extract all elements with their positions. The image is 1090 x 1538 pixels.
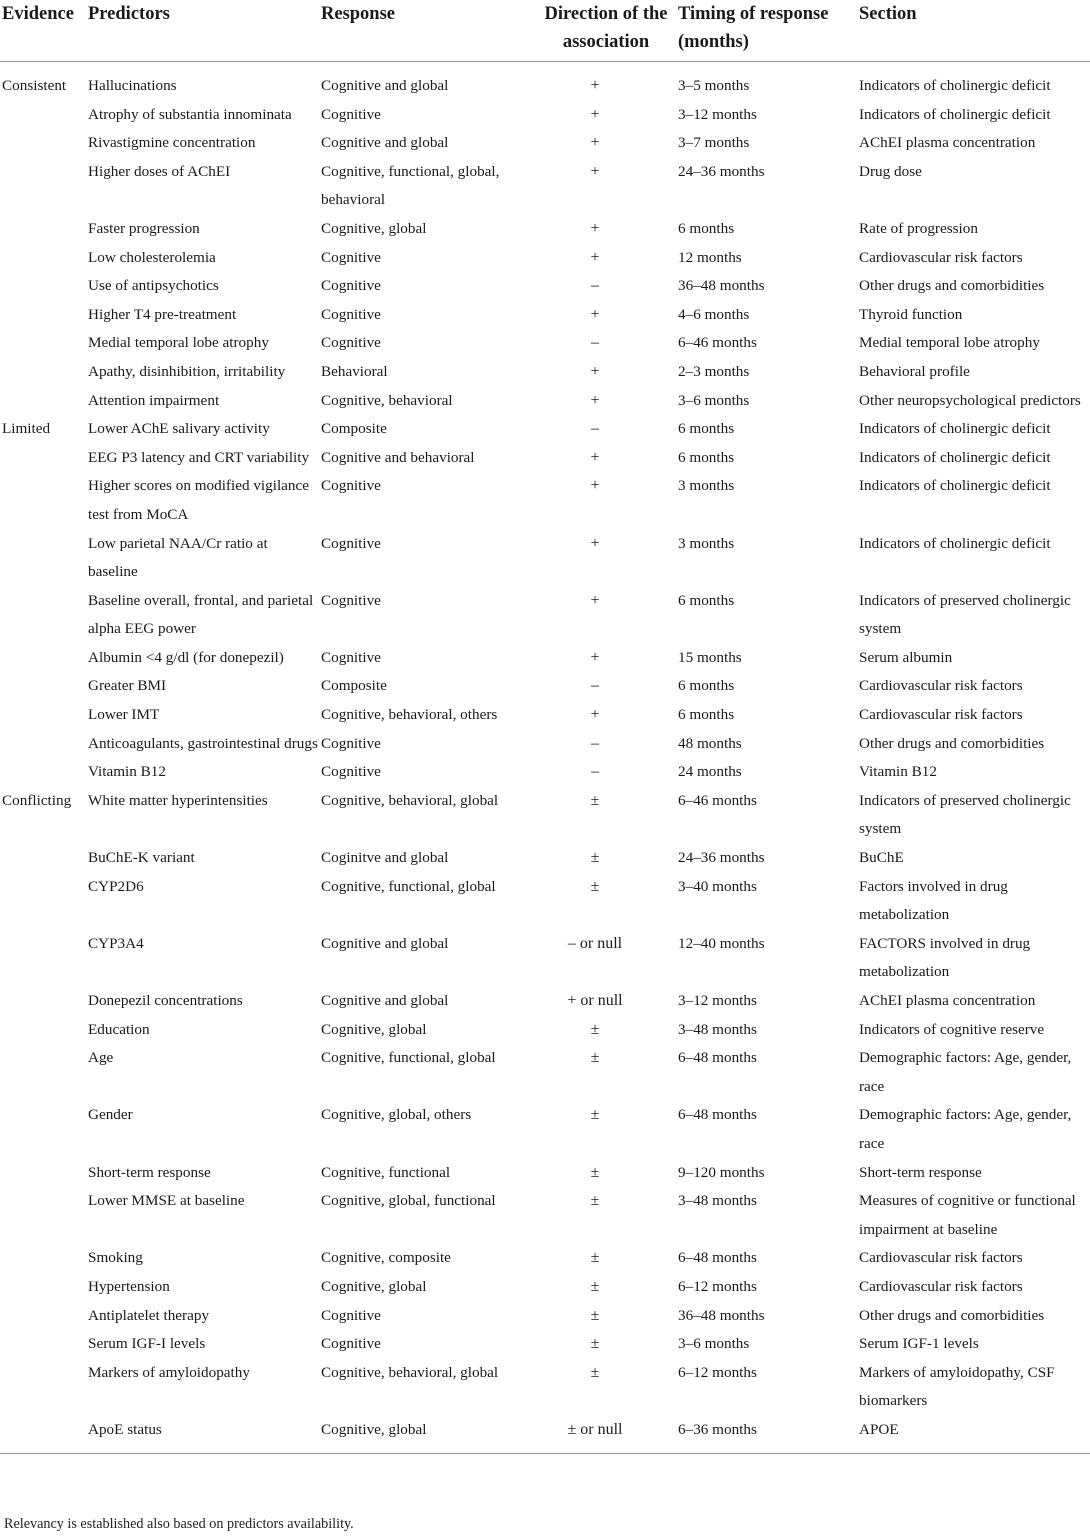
timing-cell: 12 months (678, 248, 742, 266)
response-cell: Cognitive (321, 248, 381, 266)
section-cell: Cardiovascular risk factors (859, 1277, 1023, 1295)
predictor-cell: Faster progression (88, 219, 200, 237)
evidence-cell (0, 672, 86, 701)
timing-cell: 48 months (678, 734, 742, 752)
timing-cell: 6–48 months (678, 1106, 757, 1124)
evidence-cell (0, 930, 86, 987)
evidence-cell: Consistent (2, 77, 67, 94)
response-cell: Cognitive (321, 1306, 381, 1324)
section-cell: Medial temporal lobe atrophy (859, 334, 1040, 352)
predictor-cell: Vitamin B12 (88, 763, 166, 781)
direction-cell: – or null (567, 934, 623, 952)
direction-cell: – (591, 334, 599, 352)
evidence-cell (0, 1187, 86, 1244)
section-cell: Cardiovascular risk factors (859, 706, 1023, 724)
timing-cell: 6 months (678, 677, 735, 695)
timing-cell: 6 months (678, 591, 735, 609)
section-cell: AChEI plasma concentration (859, 992, 1036, 1009)
predictor-cell: Donepezil concentrations (88, 992, 243, 1009)
direction-cell: + (590, 362, 600, 380)
response-cell: Cognitive and global (321, 134, 449, 152)
table-row (0, 244, 1090, 273)
response-cell: Cognitive (321, 105, 381, 123)
section-cell: Vitamin B12 (859, 763, 937, 781)
table-row (0, 758, 1090, 787)
section-cell: Indicators of cholinergic deficit (859, 420, 1051, 438)
direction-cell: ± (590, 791, 600, 809)
direction-cell: ± (590, 1306, 600, 1324)
header-section: Section (857, 0, 1090, 62)
predictor-cell: Education (88, 1020, 150, 1038)
evidence-cell (0, 1044, 86, 1101)
section-cell: Thyroid function (859, 305, 963, 323)
response-cell: Cognitive, behavioral, global (321, 791, 499, 809)
predictor-cell: Rivastigmine concentration (88, 134, 256, 152)
evidence-cell (0, 158, 86, 215)
predictor-cell: Greater BMI (88, 677, 167, 695)
table-body (0, 62, 1090, 1454)
evidence-cell (0, 1016, 86, 1045)
evidence-cell (0, 1244, 86, 1273)
table-row (0, 329, 1090, 358)
direction-cell: + or null (567, 992, 623, 1009)
section-cell: Indicators of cholinergic deficit (859, 105, 1051, 123)
predictor-cell: Low parietal NAA/Cr ratio at baseline (88, 534, 268, 581)
response-cell: Cognitive and global (321, 934, 449, 952)
timing-cell: 3–7 months (678, 134, 750, 152)
direction-cell: ± (590, 849, 600, 867)
header-predictors: Predictors (86, 0, 319, 62)
direction-cell: + (590, 305, 600, 323)
section-cell: Indicators of preserved cholinergic system (859, 591, 1071, 638)
predictor-cell: Higher scores on modified vigilance test from MoCA (88, 477, 309, 523)
table-row (0, 701, 1090, 730)
predictor-cell: ApoE status (86, 1416, 319, 1453)
response-cell: Cognitive (321, 734, 381, 752)
timing-cell: 2–3 months (678, 362, 750, 380)
evidence-cell (0, 1302, 86, 1331)
response-cell: Cognitive, behavioral (321, 391, 453, 409)
table-row (0, 587, 1090, 644)
table-row (0, 101, 1090, 130)
table-row (0, 987, 1090, 1016)
response-cell: Composite (321, 420, 387, 438)
direction-cell: + (590, 219, 600, 237)
predictor-cell: Hypertension (88, 1277, 170, 1295)
section-cell: Serum albumin (859, 648, 953, 666)
table-row (0, 873, 1090, 930)
timing-cell: 6 months (678, 706, 735, 724)
predictor-cell: Apathy, disinhibition, irritability (88, 362, 286, 380)
response-cell: Cognitive, functional, global (321, 877, 496, 895)
evidence-cell (0, 129, 86, 158)
response-cell: Cognitive, global (321, 1020, 427, 1038)
section-cell: Serum IGF-1 levels (859, 1335, 979, 1353)
section-cell: Other neuropsychological predictors (859, 391, 1081, 409)
section-cell: Indicators of cholinergic deficit (859, 534, 1051, 552)
table-row (0, 301, 1090, 330)
predictor-cell: Age (88, 1049, 114, 1067)
section-cell: Other drugs and comorbidities (859, 734, 1045, 752)
table-row (0, 272, 1090, 301)
table-row (0, 1101, 1090, 1158)
response-cell: Cognitive, composite (321, 1249, 451, 1267)
response-cell: Cognitive (321, 763, 381, 781)
evidence-cell (0, 1330, 86, 1359)
evidence-cell (0, 987, 86, 1016)
section-cell: Cardiovascular risk factors (859, 1249, 1023, 1267)
predictor-cell: BuChE-K variant (88, 849, 195, 867)
direction-cell: + (590, 477, 600, 495)
evidence-cell: Conflicting (2, 791, 72, 809)
table-row (0, 730, 1090, 759)
timing-cell: 3–48 months (678, 1192, 757, 1210)
section-cell: Demographic factors: Age, gender, race (859, 1049, 1072, 1095)
response-cell: Cognitive, behavioral, global (321, 1363, 499, 1381)
direction-cell: + (590, 162, 600, 180)
header-response: Response (319, 0, 536, 62)
response-cell: Cognitive (321, 648, 381, 666)
response-cell: Cognitive, functional, global, behavioral (321, 162, 500, 209)
table-row (0, 1330, 1090, 1359)
header-direction: Direction of the association (536, 0, 676, 62)
response-cell: Cognitive (321, 277, 381, 295)
timing-cell: 12–40 months (678, 934, 765, 952)
section-cell: Indicators of cholinergic deficit (859, 448, 1051, 466)
response-cell: Cognitive (321, 1335, 381, 1353)
direction-cell: + (590, 648, 600, 666)
section-cell: Indicators of cognitive reserve (859, 1020, 1045, 1038)
timing-cell: 15 months (678, 648, 742, 666)
table-row (0, 387, 1090, 416)
table-row (0, 358, 1090, 387)
direction-cell: + (590, 248, 600, 266)
response-cell: Composite (321, 677, 387, 695)
timing-cell: 3–5 months (678, 77, 750, 94)
direction-cell: ± (590, 1163, 600, 1181)
predictor-cell: Antiplatelet therapy (88, 1306, 210, 1324)
predictor-cell: Higher doses of AChEI (88, 162, 231, 180)
section-cell: Factors involved in drug metabolization (859, 877, 1008, 924)
evidence-cell (0, 1101, 86, 1158)
response-cell: Cognitive, global (319, 1416, 536, 1453)
predictor-cell: CYP3A4 (88, 934, 144, 952)
direction-cell: ± (590, 1335, 600, 1353)
predictor-cell: Baseline overall, frontal, and parietal alpha EEG power (88, 591, 314, 638)
predictor-cell: Gender (88, 1106, 133, 1124)
response-cell: Cognitive, functional (321, 1163, 451, 1181)
timing-cell: 6–12 months (678, 1277, 757, 1295)
predictor-cell: Atrophy of substantia innominata (88, 105, 292, 123)
direction-cell: + (590, 391, 600, 409)
direction-cell: + (590, 77, 600, 94)
response-cell: Cognitive and global (321, 77, 449, 94)
evidence-cell (0, 329, 86, 358)
header-evidence: Evidence (0, 0, 86, 62)
predictor-cell: Use of antipsychotics (88, 277, 219, 295)
table-row (0, 1016, 1090, 1045)
predictor-cell: Markers of amyloidopathy (88, 1363, 250, 1381)
timing-cell: 6–46 months (678, 791, 757, 809)
timing-cell: 6–48 months (678, 1249, 757, 1267)
timing-cell: 6 months (678, 448, 735, 466)
evidence-cell (0, 244, 86, 273)
evidence-cell (0, 530, 86, 587)
table-row (0, 530, 1090, 587)
evidence-cell (0, 472, 86, 529)
direction-cell: ± (590, 1277, 600, 1295)
direction-cell: ± (590, 1249, 600, 1267)
table-row (0, 787, 1090, 844)
response-cell: Cognitive (321, 477, 381, 495)
evidence-cell (0, 873, 86, 930)
predictor-cell: Serum IGF-I levels (88, 1335, 206, 1353)
evidence-cell (0, 101, 86, 130)
section-cell: Indicators of cholinergic deficit (859, 477, 1051, 495)
direction-cell: + (590, 706, 600, 724)
response-cell: Cognitive (321, 534, 381, 552)
evidence-cell (0, 358, 86, 387)
section-cell: Short-term response (859, 1163, 982, 1181)
timing-cell: 3–12 months (678, 992, 757, 1009)
section-cell: APOE (857, 1416, 1090, 1453)
direction-cell: ± or null (536, 1416, 676, 1453)
predictor-cell: Albumin <4 g/dl (for donepezil) (88, 648, 284, 666)
evidence-cell (0, 215, 86, 244)
evidence-cell (0, 1359, 86, 1416)
evidence-cell (0, 444, 86, 473)
direction-cell: + (590, 534, 600, 552)
table-row (0, 1273, 1090, 1302)
table-row (0, 215, 1090, 244)
direction-cell: – (591, 763, 599, 781)
evidence-cell (0, 301, 86, 330)
table-row (0, 1187, 1090, 1244)
table-row (0, 1244, 1090, 1273)
timing-cell: 3–40 months (678, 877, 757, 895)
response-cell: Coginitve and global (321, 849, 449, 867)
table-row (0, 444, 1090, 473)
predictor-cell: Attention impairment (88, 391, 220, 409)
section-cell: Other drugs and comorbidities (859, 277, 1045, 295)
timing-cell: 6–12 months (678, 1363, 757, 1381)
predictor-cell: White matter hyperintensities (88, 791, 268, 809)
response-cell: Behavioral (321, 362, 388, 380)
table-header (0, 0, 1090, 62)
evidence-cell (0, 1273, 86, 1302)
timing-cell: 6–46 months (678, 334, 757, 352)
timing-cell: 36–48 months (678, 1306, 765, 1324)
table-row (0, 158, 1090, 215)
section-cell: Markers of amyloidopathy, CSF biomarkers (859, 1363, 1055, 1410)
table-row (0, 62, 1090, 101)
predictor-cell: Smoking (88, 1249, 143, 1267)
direction-cell: + (590, 448, 600, 466)
table-row (0, 930, 1090, 987)
predictor-cell: Medial temporal lobe atrophy (88, 334, 269, 352)
table-row (0, 1416, 1090, 1453)
timing-cell: 3–6 months (678, 391, 750, 409)
section-cell: Demographic factors: Age, gender, race (859, 1106, 1072, 1152)
direction-cell: ± (590, 1192, 600, 1210)
evidence-cell (0, 758, 86, 787)
timing-cell: 4–6 months (678, 305, 750, 323)
timing-cell: 6 months (678, 420, 735, 438)
timing-cell: 6–48 months (678, 1049, 757, 1067)
section-cell: Indicators of preserved cholinergic system (859, 791, 1071, 838)
predictor-cell: Lower AChE salivary activity (88, 420, 270, 438)
section-cell: Drug dose (859, 162, 922, 180)
direction-cell: + (590, 105, 600, 123)
direction-cell: + (590, 591, 600, 609)
response-cell: Cognitive (321, 334, 381, 352)
table-footnote: Relevancy is established also based on predictors availability. (4, 1516, 354, 1532)
evidence-cell (0, 1416, 86, 1453)
evidence-cell (0, 730, 86, 759)
response-cell: Cognitive and global (321, 992, 449, 1009)
response-cell: Cognitive, global (321, 219, 427, 237)
timing-cell: 6 months (678, 219, 735, 237)
response-cell: Cognitive and behavioral (321, 448, 475, 466)
direction-cell: – (591, 420, 599, 438)
response-cell: Cognitive, global (321, 1277, 427, 1295)
section-cell: Cardiovascular risk factors (859, 677, 1023, 695)
section-cell: Indicators of cholinergic deficit (859, 77, 1051, 94)
evidence-cell (0, 701, 86, 730)
table-row (0, 644, 1090, 673)
table-row (0, 672, 1090, 701)
section-cell: BuChE (859, 849, 904, 867)
timing-cell: 6–36 months (676, 1416, 857, 1453)
timing-cell: 24 months (678, 763, 742, 781)
evidence-cell (0, 844, 86, 873)
table-row (0, 1359, 1090, 1416)
predictor-cell: CYP2D6 (88, 877, 144, 895)
timing-cell: 24–36 months (678, 162, 765, 180)
response-cell: Cognitive (321, 305, 381, 323)
direction-cell: – (591, 677, 599, 695)
timing-cell: 3 months (678, 477, 735, 495)
section-cell: Measures of cognitive or functional impairment at baseline (859, 1192, 1076, 1238)
timing-cell: 3–6 months (678, 1335, 750, 1353)
timing-cell: 3–12 months (678, 105, 757, 123)
table-row (0, 129, 1090, 158)
evidence-cell: Limited (2, 420, 51, 438)
evidence-cell (0, 272, 86, 301)
table-row (0, 415, 1090, 444)
predictor-cell: Low cholesterolemia (88, 248, 216, 266)
direction-cell: – (591, 277, 599, 295)
table-row (0, 1044, 1090, 1101)
section-cell: Cardiovascular risk factors (859, 248, 1023, 266)
table-row (0, 1302, 1090, 1331)
section-cell: Behavioral profile (859, 362, 970, 380)
predictor-cell: Lower IMT (88, 706, 160, 724)
direction-cell: ± (590, 877, 600, 895)
header-row (0, 0, 1090, 62)
evidence-cell (0, 644, 86, 673)
evidence-cell (0, 587, 86, 644)
direction-cell: + (590, 134, 600, 152)
direction-cell: ± (590, 1020, 600, 1038)
direction-cell: – (591, 734, 599, 752)
evidence-cell (0, 1159, 86, 1188)
section-cell: Rate of progression (859, 219, 978, 237)
section-cell: AChEI plasma concentration (859, 134, 1036, 152)
table-row (0, 1159, 1090, 1188)
section-cell: Other drugs and comorbidities (859, 1306, 1045, 1324)
predictor-cell: Lower MMSE at baseline (88, 1192, 245, 1210)
predictor-cell: Higher T4 pre-treatment (88, 305, 237, 323)
table-row (0, 844, 1090, 873)
response-cell: Cognitive, functional, global (321, 1049, 496, 1067)
timing-cell: 3–48 months (678, 1020, 757, 1038)
direction-cell: ± (590, 1106, 600, 1124)
response-cell: Cognitive, behavioral, others (321, 706, 498, 724)
evidence-cell (0, 387, 86, 416)
section-cell: FACTORS involved in drug metabolization (859, 934, 1031, 981)
predictor-cell: Short-term response (88, 1163, 211, 1181)
response-cell: Cognitive, global, others (321, 1106, 472, 1124)
predictor-cell: Anticoagulants, gastrointestinal drugs (88, 734, 318, 752)
direction-cell: ± (590, 1049, 600, 1067)
response-cell: Cognitive (321, 591, 381, 609)
timing-cell: 3 months (678, 534, 735, 552)
predictor-cell: Hallucinations (88, 77, 177, 94)
timing-cell: 36–48 months (678, 277, 765, 295)
timing-cell: 9–120 months (678, 1163, 765, 1181)
header-timing: Timing of response (months) (676, 0, 857, 62)
timing-cell: 24–36 months (678, 849, 765, 867)
direction-cell: ± (590, 1363, 600, 1381)
table-row (0, 472, 1090, 529)
response-cell: Cognitive, global, functional (321, 1192, 496, 1210)
predictor-cell: EEG P3 latency and CRT variability (88, 448, 310, 466)
